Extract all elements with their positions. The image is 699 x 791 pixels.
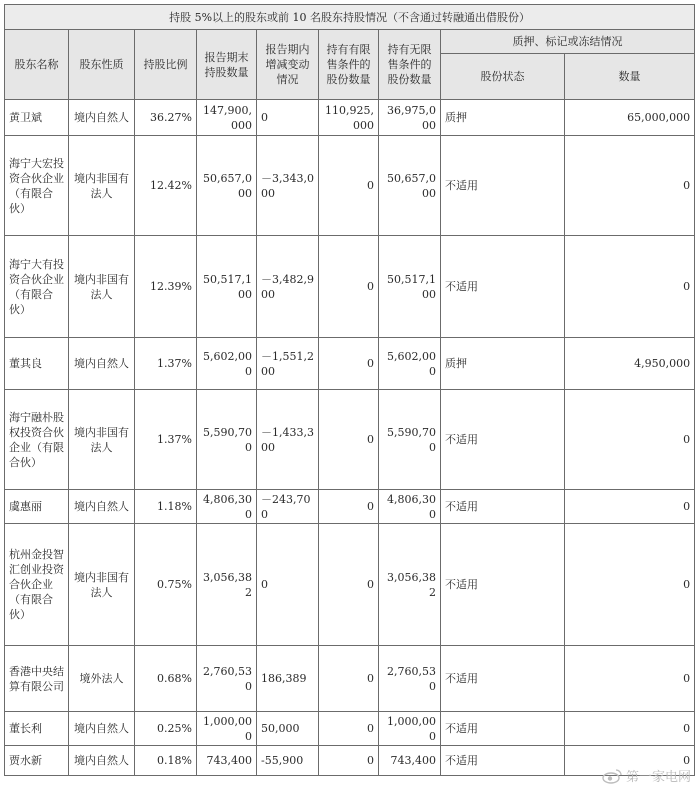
cell-change: －1,433,300 — [257, 390, 319, 490]
table-body — [5, 100, 695, 776]
cell-ratio: 1.18% — [135, 490, 197, 524]
cell-restricted: 0 — [319, 646, 379, 712]
cell-change: －3,482,900 — [257, 236, 319, 338]
cell-shares-end: 50,517,100 — [197, 236, 257, 338]
cell-nature: 境内自然人 — [69, 100, 135, 136]
cell-nature: 境内自然人 — [69, 338, 135, 390]
cell-nature: 境内自然人 — [69, 490, 135, 524]
header-pledge-group: 质押、标记或冻结情况 — [441, 30, 695, 54]
cell-unrestricted: 3,056,382 — [379, 524, 441, 646]
cell-unrestricted: 1,000,000 — [379, 712, 441, 746]
cell-pledge-status: 不适用 — [441, 524, 565, 646]
cell-name: 贾水新 — [5, 746, 69, 776]
cell-pledge-qty: 0 — [565, 712, 695, 746]
watermark-text: 第一家电网 — [625, 770, 691, 785]
table-row — [5, 338, 695, 390]
cell-pledge-qty: 0 — [565, 490, 695, 524]
cell-pledge-qty: 0 — [565, 136, 695, 236]
cell-name: 海宁融朴股权投资合伙企业（有限合伙） — [5, 390, 69, 490]
table-row — [5, 524, 695, 646]
header-unrestricted: 持有无限售条件的股份数量 — [379, 30, 441, 100]
cell-name: 董长利 — [5, 712, 69, 746]
cell-nature: 境内自然人 — [69, 712, 135, 746]
cell-shares-end: 4,806,300 — [197, 490, 257, 524]
cell-restricted: 0 — [319, 338, 379, 390]
table-row — [5, 646, 695, 712]
cell-shares-end: 5,590,700 — [197, 390, 257, 490]
cell-restricted: 0 — [319, 746, 379, 776]
cell-change: 186,389 — [257, 646, 319, 712]
cell-ratio: 12.39% — [135, 236, 197, 338]
cell-shares-end: 743,400 — [197, 746, 257, 776]
cell-ratio: 0.68% — [135, 646, 197, 712]
cell-nature: 境内非国有法人 — [69, 236, 135, 338]
cell-pledge-qty: 4,950,000 — [565, 338, 695, 390]
table-row — [5, 100, 695, 136]
header-change: 报告期内增减变动情况 — [257, 30, 319, 100]
cell-ratio: 36.27% — [135, 100, 197, 136]
cell-name: 海宁大宏投资合伙企业（有限合伙） — [5, 136, 69, 236]
cell-pledge-status: 不适用 — [441, 646, 565, 712]
cell-shares-end: 2,760,530 — [197, 646, 257, 712]
cell-restricted: 0 — [319, 490, 379, 524]
cell-name: 黄卫斌 — [5, 100, 69, 136]
cell-ratio: 1.37% — [135, 390, 197, 490]
cell-pledge-status: 不适用 — [441, 712, 565, 746]
shareholder-table — [4, 4, 695, 776]
cell-restricted: 0 — [319, 524, 379, 646]
cell-pledge-qty: 65,000,000 — [565, 100, 695, 136]
cell-unrestricted: 36,975,000 — [379, 100, 441, 136]
cell-restricted: 0 — [319, 390, 379, 490]
cell-name: 虞惠丽 — [5, 490, 69, 524]
cell-pledge-qty: 0 — [565, 746, 695, 776]
table-row — [5, 712, 695, 746]
cell-shares-end: 5,602,000 — [197, 338, 257, 390]
cell-name: 香港中央结算有限公司 — [5, 646, 69, 712]
cell-nature: 境外法人 — [69, 646, 135, 712]
watermark — [602, 766, 691, 785]
cell-restricted: 0 — [319, 712, 379, 746]
cell-ratio: 0.18% — [135, 746, 197, 776]
cell-shares-end: 147,900,000 — [197, 100, 257, 136]
cell-change: 0 — [257, 100, 319, 136]
header-restricted: 持有有限售条件的股份数量 — [319, 30, 379, 100]
cell-pledge-qty: 0 — [565, 646, 695, 712]
cell-ratio: 0.25% — [135, 712, 197, 746]
cell-pledge-status: 质押 — [441, 100, 565, 136]
cell-nature: 境内非国有法人 — [69, 136, 135, 236]
header-shares-end: 报告期末持股数量 — [197, 30, 257, 100]
cell-unrestricted: 4,806,300 — [379, 490, 441, 524]
cell-restricted: 110,925,000 — [319, 100, 379, 136]
cell-ratio: 0.75% — [135, 524, 197, 646]
cell-restricted: 0 — [319, 236, 379, 338]
cell-change: －1,551,200 — [257, 338, 319, 390]
cell-pledge-status: 不适用 — [441, 136, 565, 236]
cell-shares-end: 3,056,382 — [197, 524, 257, 646]
cell-pledge-status: 不适用 — [441, 746, 565, 776]
cell-ratio: 12.42% — [135, 136, 197, 236]
header-name: 股东名称 — [5, 30, 69, 100]
header-nature: 股东性质 — [69, 30, 135, 100]
cell-change: －243,700 — [257, 490, 319, 524]
header-ratio: 持股比例 — [135, 30, 197, 100]
header-pledge-qty: 数量 — [565, 54, 695, 100]
cell-change: －3,343,000 — [257, 136, 319, 236]
cell-name: 董其良 — [5, 338, 69, 390]
cell-nature: 境内非国有法人 — [69, 524, 135, 646]
table-row — [5, 236, 695, 338]
cell-unrestricted: 5,602,000 — [379, 338, 441, 390]
cell-pledge-status: 不适用 — [441, 490, 565, 524]
cell-restricted: 0 — [319, 136, 379, 236]
cell-shares-end: 50,657,000 — [197, 136, 257, 236]
table-row — [5, 390, 695, 490]
table-row — [5, 136, 695, 236]
cell-pledge-qty: 0 — [565, 524, 695, 646]
cell-nature: 境内非国有法人 — [69, 390, 135, 490]
table-row — [5, 490, 695, 524]
cell-shares-end: 1,000,000 — [197, 712, 257, 746]
cell-change: 50,000 — [257, 712, 319, 746]
cell-change: 0 — [257, 524, 319, 646]
cell-unrestricted: 5,590,700 — [379, 390, 441, 490]
cell-name: 海宁大有投资合伙企业（有限合伙） — [5, 236, 69, 338]
cell-name: 杭州金投智汇创业投资合伙企业（有限合伙） — [5, 524, 69, 646]
cell-change: -55,900 — [257, 746, 319, 776]
table-row — [5, 746, 695, 776]
weibo-logo-icon — [602, 768, 622, 784]
header-pledge-status: 股份状态 — [441, 54, 565, 100]
cell-unrestricted: 743,400 — [379, 746, 441, 776]
cell-pledge-qty: 0 — [565, 236, 695, 338]
cell-ratio: 1.37% — [135, 338, 197, 390]
cell-pledge-status: 不适用 — [441, 390, 565, 490]
cell-pledge-status: 不适用 — [441, 236, 565, 338]
cell-nature: 境内自然人 — [69, 746, 135, 776]
cell-pledge-qty: 0 — [565, 390, 695, 490]
cell-unrestricted: 50,657,000 — [379, 136, 441, 236]
table-caption: 持股 5%以上的股东或前 10 名股东持股情况（不含通过转融通出借股份） — [5, 5, 695, 30]
cell-unrestricted: 2,760,530 — [379, 646, 441, 712]
cell-pledge-status: 质押 — [441, 338, 565, 390]
cell-unrestricted: 50,517,100 — [379, 236, 441, 338]
